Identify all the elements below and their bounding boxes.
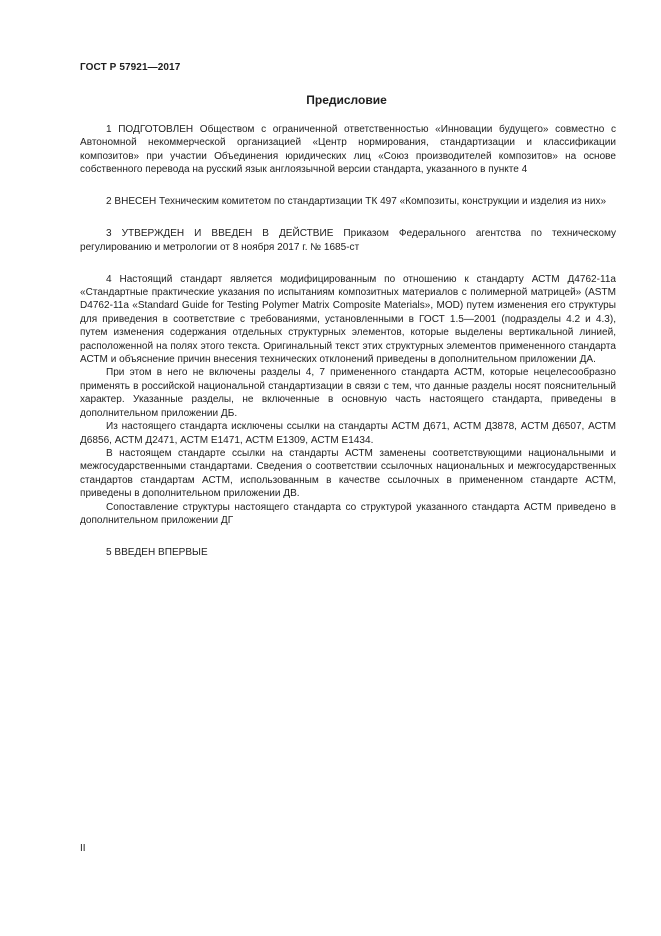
paragraph: 4 Настоящий стандарт является модифицированным по отношению к стандарту АСТМ Д4762-11а «Стандартные практические указания по испытаниям композитных материалов с полимерной матрицей» (ASTM D4762-11a «Standard Guide for Testing Polymer Matrix Composite Materials», MOD) путем изменения его структуры для приведения в соответствие с требованиями, установленными в ГОСТ 1.5—2001 (подразделы 4.2 и 4.3), путем изменения содержания отдельных структурных элементов, которые выделены вертикальной линией, расположенной на полях этого текста. Оригинальный текст этих структурных элементов примененного стандарта АСТМ и объяснение причин внесения технических отклонений приведены в дополнительном приложении ДА. <box>80 273 616 366</box>
page-title: Предисловие <box>306 93 387 107</box>
page-number: II <box>80 843 86 854</box>
paragraph: Сопоставление структуры настоящего стандарта со структурой указанного стандарта АСТМ приведено в дополнительном приложении ДГ <box>80 501 616 526</box>
paragraph: При этом в него не включены разделы 4, 7 примененного стандарта АСТМ, которые нецелесообразно применять в российской национальной стандартизации в связи с тем, что данные разделы носят пояснительный характер. Указанные разделы, не включенные в основную часть настоящего стандарта, приведены в дополнительном приложении ДБ. <box>80 367 616 419</box>
foreword-item-1 <box>80 123 616 177</box>
document-header: ГОСТ Р 57921—2017 <box>80 62 181 73</box>
foreword-item-2 <box>80 195 616 208</box>
paragraph: 5 ВВЕДЕН ВПЕРВЫЕ <box>106 546 208 558</box>
paragraph: 2 ВНЕСЕН Техническим комитетом по стандартизации ТК 497 «Композиты, конструкции и изделия из них» <box>106 196 607 208</box>
foreword-item-5 <box>80 546 616 559</box>
foreword-body <box>80 123 616 559</box>
paragraph: Из настоящего стандарта исключены ссылки на стандарты АСТМ Д671, АСТМ Д3878, АСТМ Д6507, АСТМ Д6856, АСТМ Д2471, АСТМ Е1471, АСТМ Е1309, АСТМ Е1434. <box>80 421 616 446</box>
foreword-item-4 <box>80 273 616 528</box>
paragraph: В настоящем стандарте ссылки на стандарты АСТМ заменены соответствующими национальными и межгосударственными стандартами. Сведения о соответствии ссылочных национальных и межгосударственных стандартов стандартам АСТМ, использованным в качестве ссылочных в примененном стандарте АСТМ, приведены в дополнительном приложении ДВ. <box>80 447 616 500</box>
paragraph: 3 УТВЕРЖДЕН И ВВЕДЕН В ДЕЙСТВИЕ Приказом Федерального агентства по техническому регулированию и метрологии от 8 ноября 2017 г. № 1685-ст <box>80 228 616 253</box>
foreword-item-3 <box>80 227 616 254</box>
paragraph: 1 ПОДГОТОВЛЕН Обществом с ограниченной ответственностью «Инновации будущего» совместно с Автономной некоммерческой организацией «Центр нормирования, стандартизации и классификации композитов» при участии Объединения юридических лиц «Союз производителей композитов» на основе собственного перевода на русский язык англоязычной версии стандарта, указанного в пункте 4 <box>80 124 616 176</box>
